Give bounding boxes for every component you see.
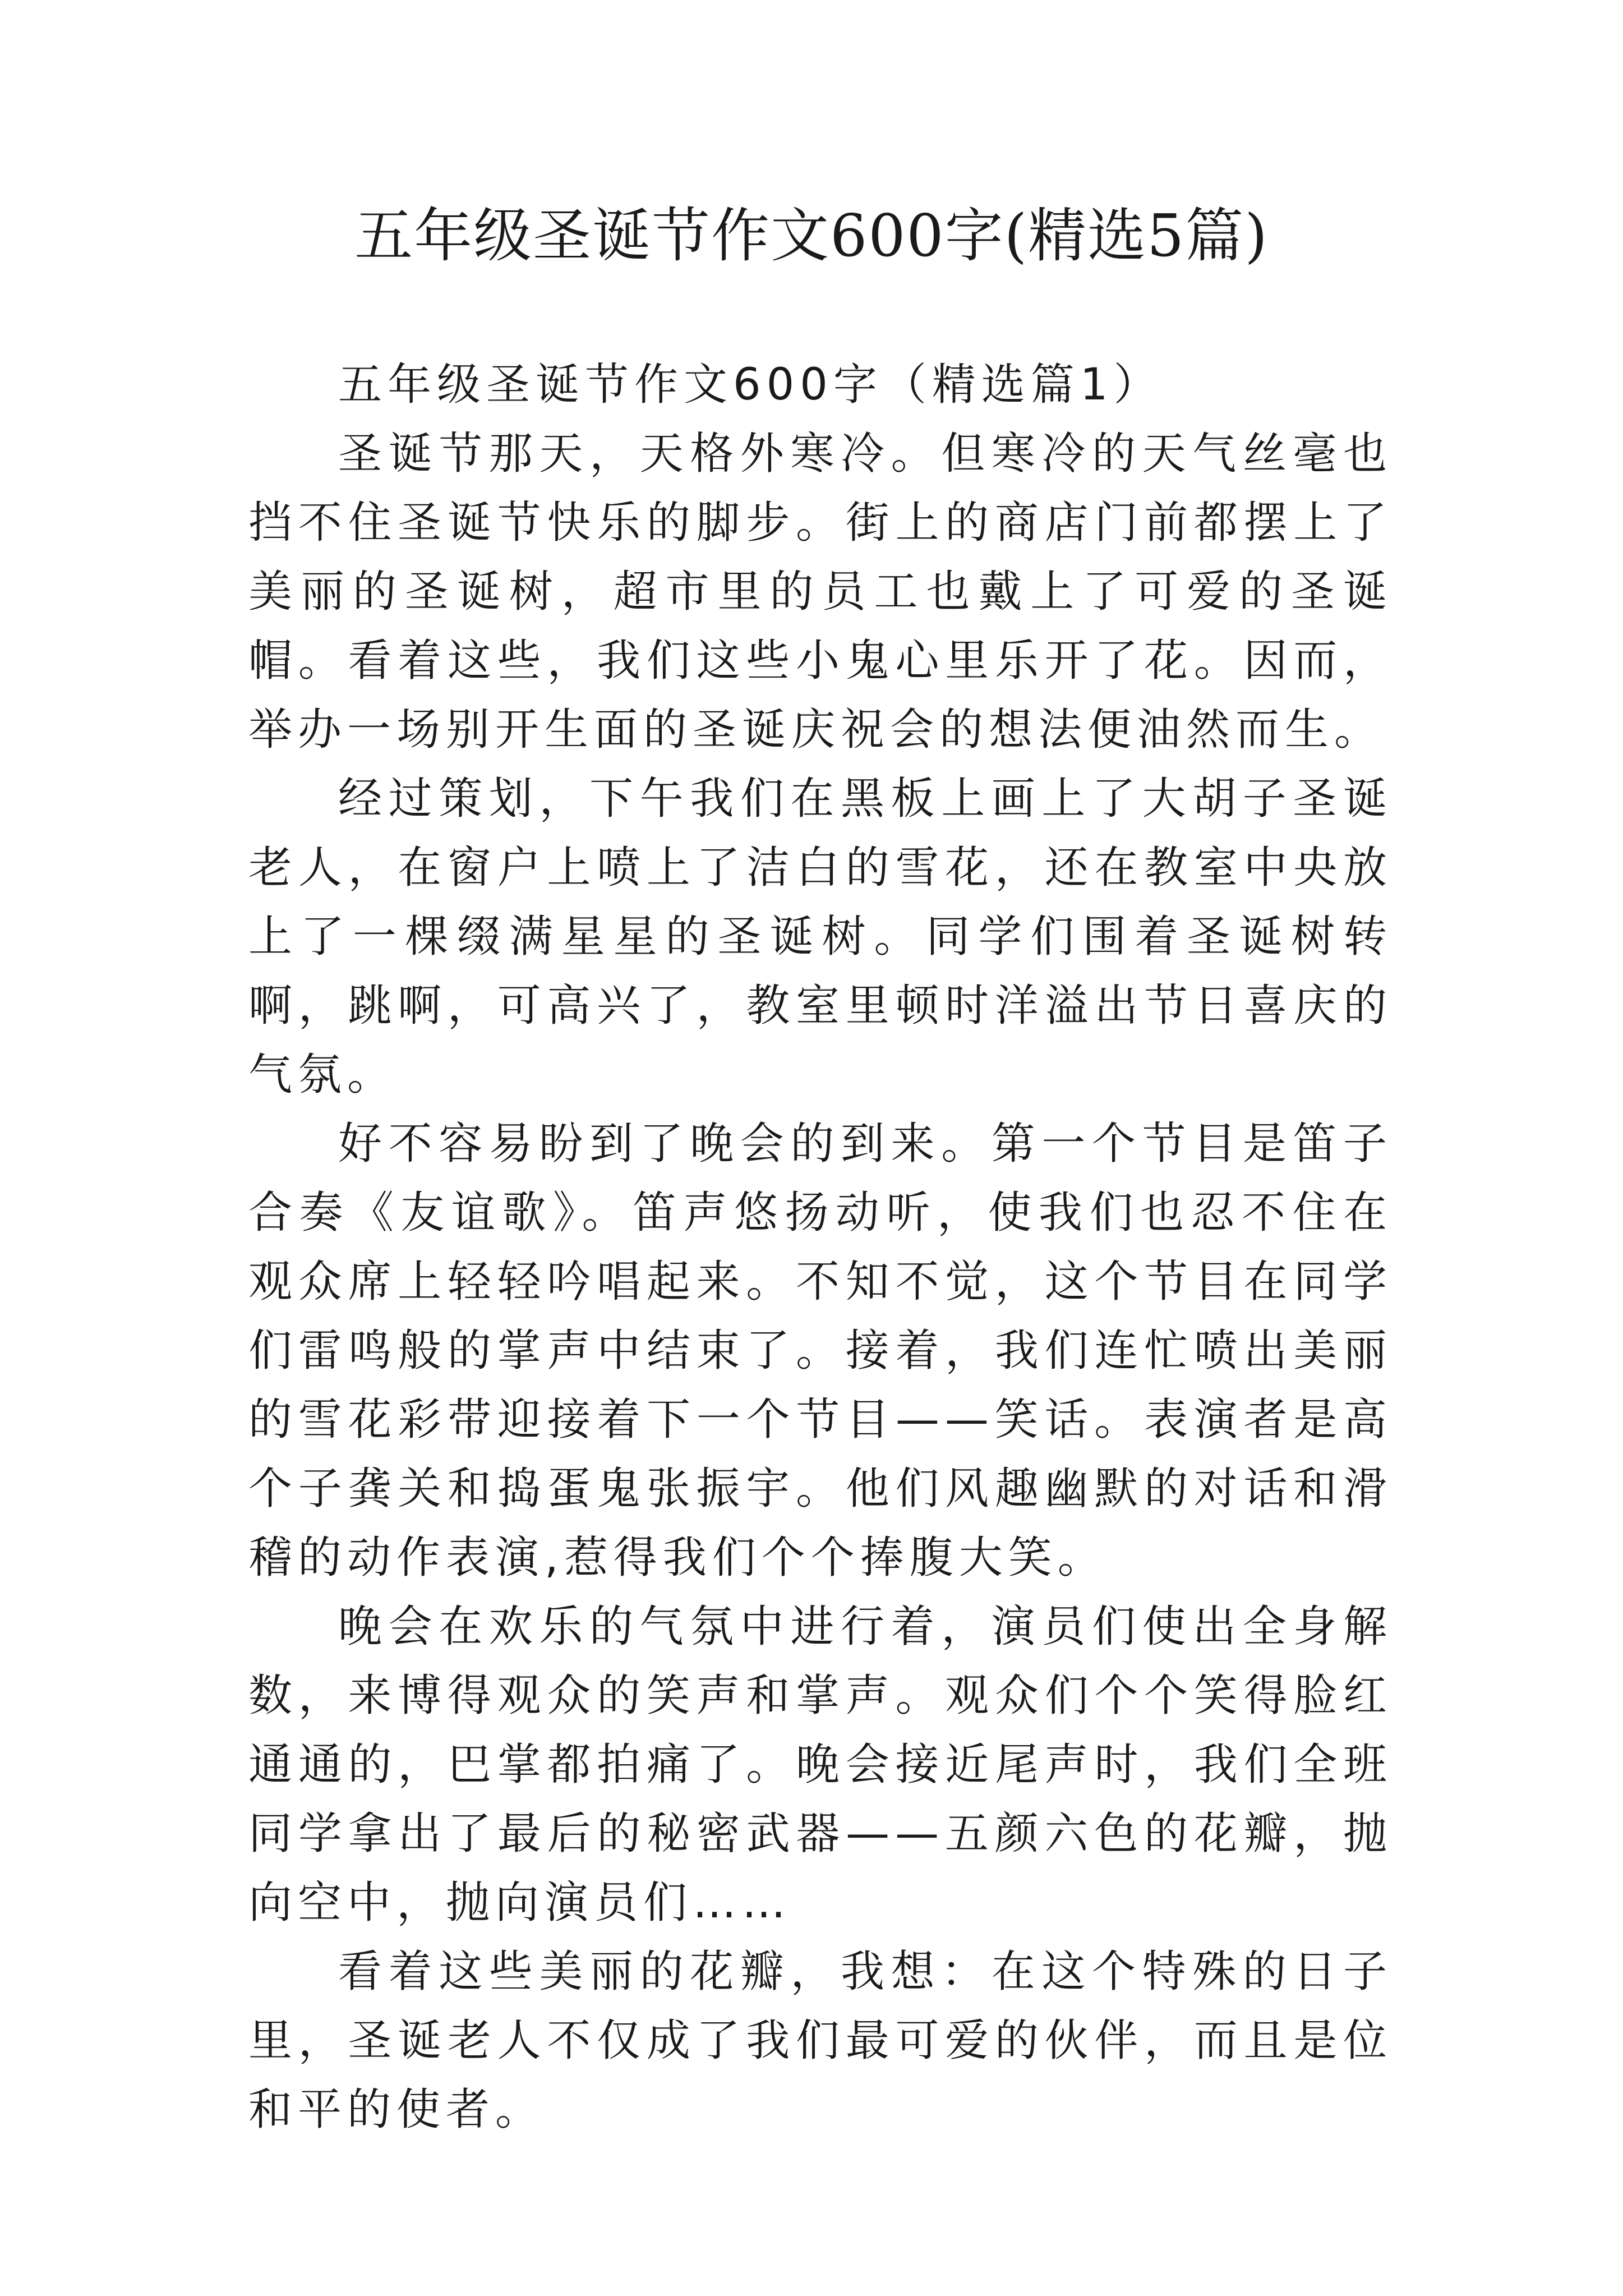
document-title: 五年级圣诞节作文600字(精选5篇): [354, 201, 1269, 270]
section-heading: 五年级圣诞节作文600字（精选篇1）: [338, 360, 1163, 410]
paragraph: 晚会在欢乐的气氛中进行着，演员们使出全身解数，来博得观众的笑声和掌声。观众们个个笑得脸红通通的，巴掌都拍痛了。晚会接近尾声时，我们全班同学拿出了最后的秘密武器——五颜六色的花瓣，抛向空中，抛向演员们……: [248, 1602, 1393, 1928]
document-body: [248, 351, 1393, 2145]
paragraph: 圣诞节那天，天格外寒冷。但寒冷的天气丝毫也挡不住圣诞节快乐的脚步。街上的商店门前都摆上了美丽的圣诞树，超市里的员工也戴上了可爱的圣诞帽。看着这些，我们这些小鬼心里乐开了花。因而，举办一场别开生面的圣诞庆祝会的想法便油然而生。: [248, 429, 1393, 755]
paragraph: 经过策划，下午我们在黑板上画上了大胡子圣诞老人，在窗户上喷上了洁白的雪花，还在教室中央放上了一棵缀满星星的圣诞树。同学们围着圣诞树转啊，跳啊，可高兴了，教室里顿时洋溢出节日喜庆的气氛。: [248, 774, 1393, 1100]
paragraph: 看着这些美丽的花瓣，我想：在这个特殊的日子里，圣诞老人不仅成了我们最可爱的伙伴，而且是位和平的使者。: [248, 1947, 1393, 2135]
paragraph: 好不容易盼到了晚会的到来。第一个节目是笛子合奏《友谊歌》。笛声悠扬动听，使我们也忍不住在观众席上轻轻吟唱起来。不知不觉，这个节目在同学们雷鸣般的掌声中结束了。接着，我们连忙喷出美丽的雪花彩带迎接着下一个节目——笑话。表演者是高个子龚关和捣蛋鬼张振宇。他们风趣幽默的对话和滑稽的动作表演,惹得我们个个捧腹大笑。: [248, 1119, 1393, 1583]
